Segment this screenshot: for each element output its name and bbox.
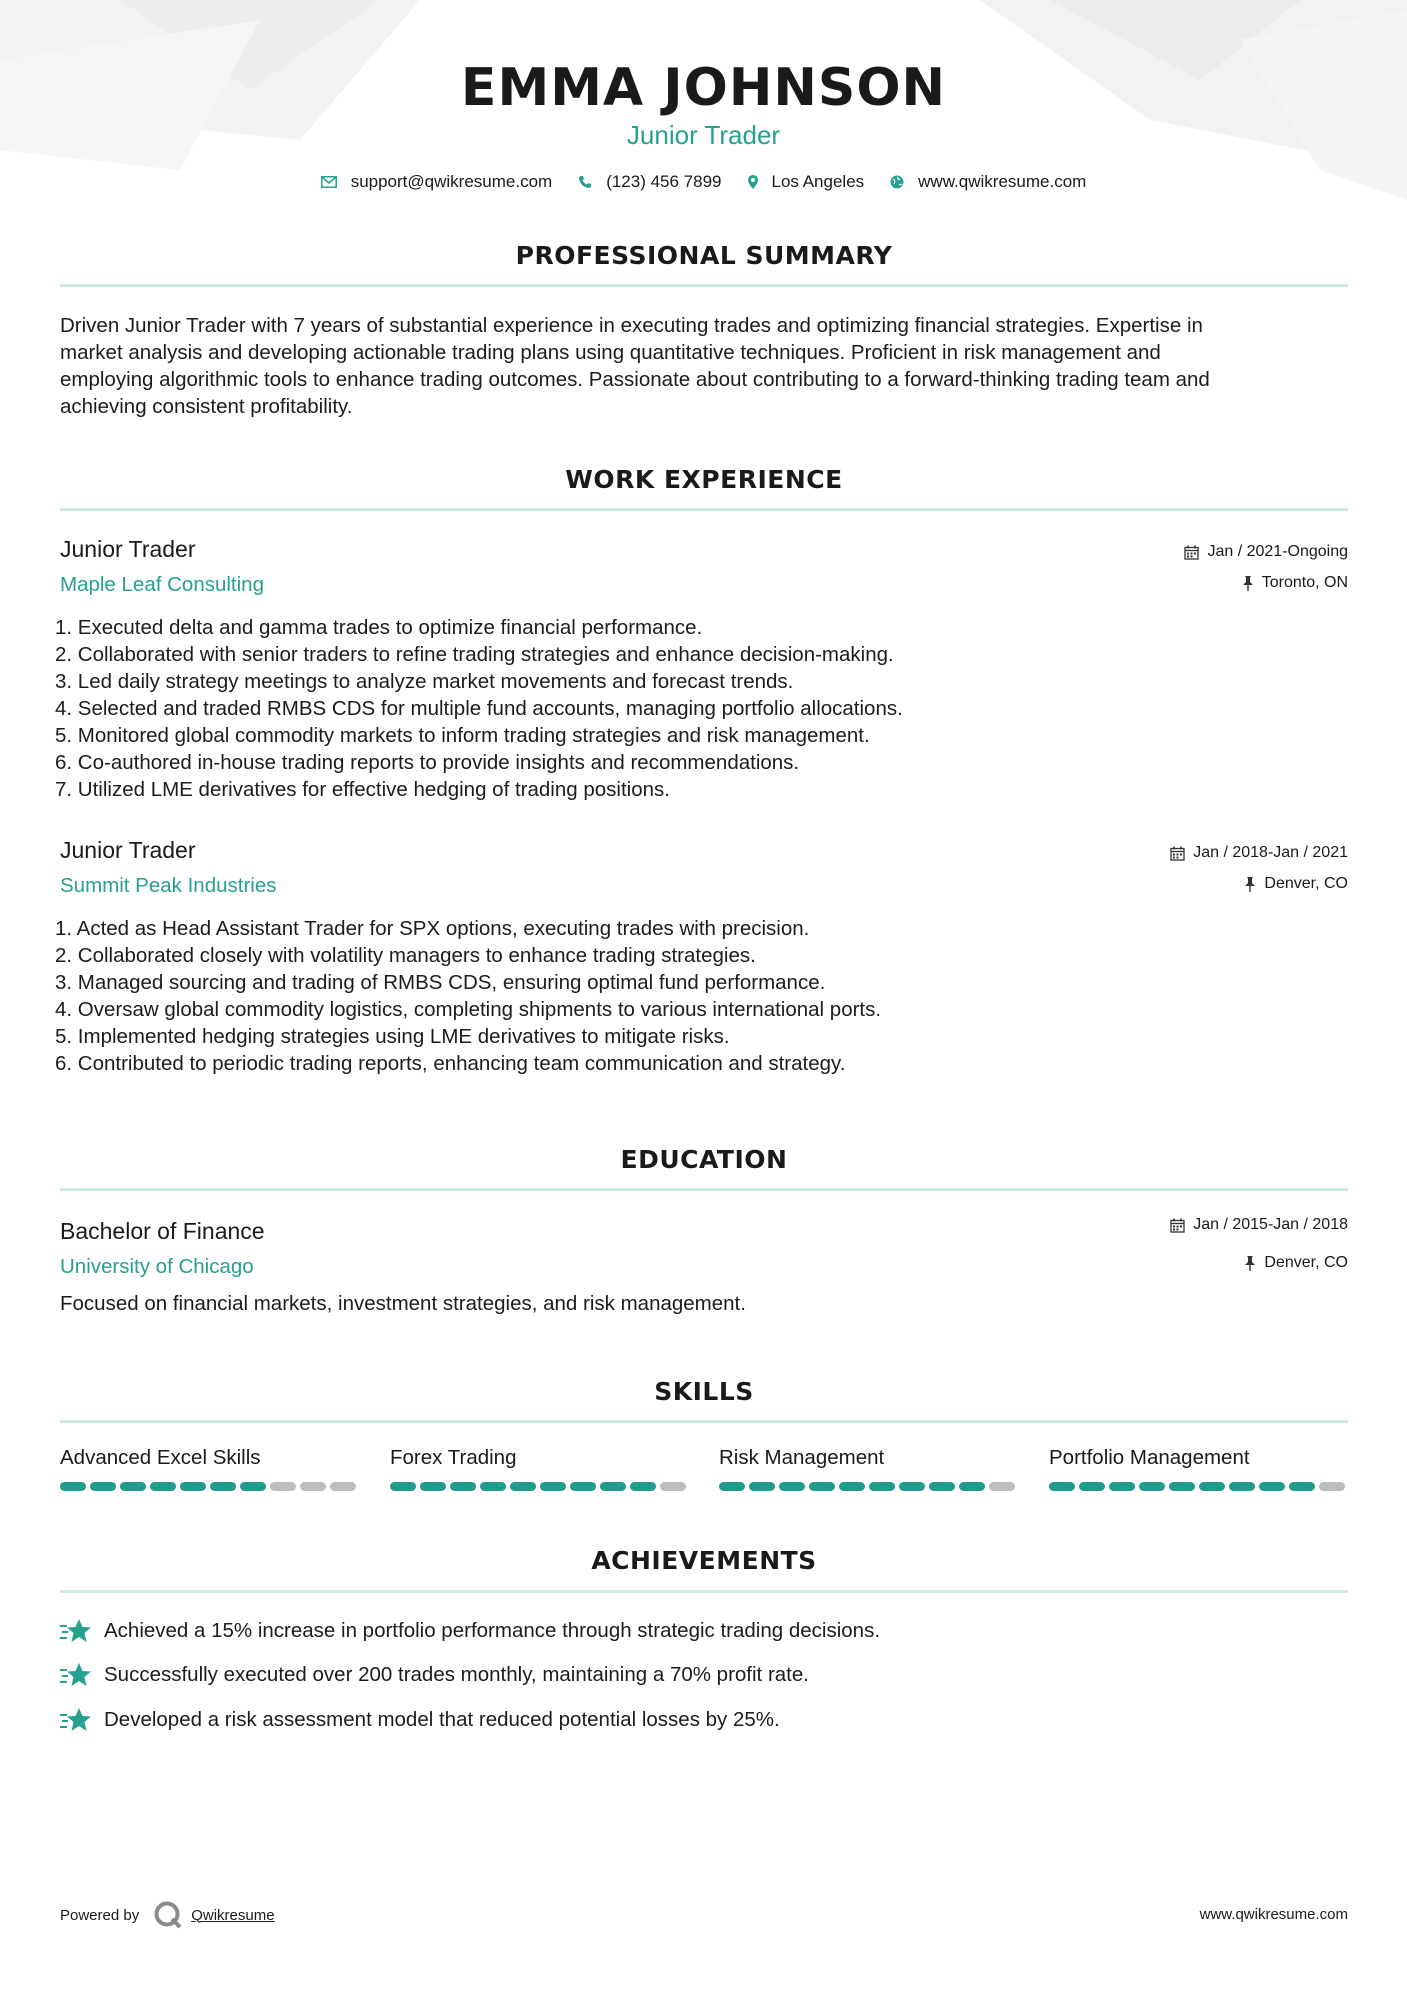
pushpin-icon [1242, 576, 1254, 591]
skill-segment-empty [1319, 1482, 1345, 1491]
summary-heading: PROFESSIONAL SUMMARY [515, 241, 893, 270]
job-location [1242, 574, 1348, 592]
skill-segment-filled [450, 1482, 476, 1491]
skill-segment-empty [660, 1482, 686, 1491]
skill-segment-filled [1049, 1482, 1075, 1491]
achievement-item [60, 1617, 880, 1645]
company-name: Summit Peak Industries [60, 874, 277, 897]
contact-email[interactable] [321, 172, 553, 192]
skill-level-bar [60, 1482, 360, 1491]
skill-segment-filled [719, 1482, 745, 1491]
skill-segment-filled [180, 1482, 206, 1491]
skill-segment-empty [270, 1482, 296, 1491]
pushpin-icon [1244, 877, 1256, 892]
skill-segment-filled [869, 1482, 895, 1491]
job-responsibilities [55, 915, 881, 1077]
job-dates-text: Jan / 2021-Ongoing [1207, 543, 1348, 560]
skill-segment-filled [839, 1482, 865, 1491]
education-location [1244, 1254, 1348, 1272]
skill-segment-filled [1289, 1482, 1315, 1491]
list-item: 3. Managed sourcing and trading of RMBS CDS, ensuring optimal fund performance. [55, 971, 826, 994]
job-dates [1170, 844, 1348, 862]
achievement-text: Successfully executed over 200 trades monthly, maintaining a 70% profit rate. [104, 1663, 809, 1686]
skill-segment-filled [480, 1482, 506, 1491]
summary-line: employing algorithmic tools to enhance trading outcomes. Passionate about contributing to a forward-thinking trading team and [60, 368, 1210, 391]
job-dates [1184, 543, 1348, 561]
summary-text [60, 312, 1350, 420]
list-item: 1. Executed delta and gamma trades to optimize financial performance. [55, 616, 703, 639]
skill-name: Forex Trading [390, 1446, 517, 1469]
skill-segment-filled [959, 1482, 985, 1491]
experience-divider [60, 508, 1348, 511]
skill-segment-filled [779, 1482, 805, 1491]
star-badge-icon [60, 1617, 92, 1645]
email-text: support@qwikresume.com [350, 172, 553, 191]
experience-heading: WORK EXPERIENCE [565, 465, 843, 494]
qwikresume-link[interactable]: Qwikresume [191, 1906, 275, 1924]
education-dates [1170, 1216, 1348, 1234]
skill-segment-filled [90, 1482, 116, 1491]
list-item: 3. Led daily strategy meetings to analyze market movements and forecast trends. [55, 670, 794, 693]
list-item: 4. Selected and traded RMBS CDS for multiple fund accounts, managing portfolio allocations. [55, 697, 903, 720]
list-item: 5. Implemented hedging strategies using LME derivatives to mitigate risks. [55, 1025, 730, 1048]
education-dates-text: Jan / 2015-Jan / 2018 [1193, 1216, 1348, 1233]
education-heading: EDUCATION [620, 1145, 788, 1174]
skill-item [60, 1446, 360, 1491]
achievement-item [60, 1661, 809, 1689]
pushpin-icon [1244, 1256, 1256, 1271]
footer-powered-by [60, 1900, 275, 1930]
achievement-text: Achieved a 15% increase in portfolio performance through strategic trading decisions. [104, 1619, 881, 1642]
skill-name: Advanced Excel Skills [60, 1446, 261, 1469]
skills-divider [60, 1420, 1348, 1423]
skill-segment-filled [749, 1482, 775, 1491]
skill-segment-filled [1109, 1482, 1135, 1491]
skill-segment-filled [929, 1482, 955, 1491]
job-location [1244, 875, 1348, 893]
map-pin-icon [748, 175, 758, 189]
skill-segment-filled [420, 1482, 446, 1491]
contact-location [748, 172, 865, 192]
globe-icon [890, 175, 904, 189]
school-name: University of Chicago [60, 1255, 254, 1278]
contact-website[interactable] [890, 172, 1086, 192]
achievement-text: Developed a risk assessment model that reduced potential losses by 25%. [104, 1708, 780, 1731]
skill-segment-filled [899, 1482, 925, 1491]
skill-name: Risk Management [719, 1446, 885, 1469]
skill-level-bar [390, 1482, 690, 1491]
powered-by-label: Powered by [60, 1906, 140, 1924]
list-item: 7. Utilized LME derivatives for effective hedging of trading positions. [55, 778, 670, 801]
candidate-name: EMMA JOHNSON [460, 58, 947, 118]
skill-segment-filled [1229, 1482, 1255, 1491]
skill-segment-filled [120, 1482, 146, 1491]
achievements-divider [60, 1590, 1348, 1593]
job-responsibilities [55, 614, 903, 803]
skill-segment-filled [210, 1482, 236, 1491]
education-description: Focused on financial markets, investment strategies, and risk management. [60, 1292, 746, 1315]
website-text: www.qwikresume.com [918, 172, 1087, 191]
skill-segment-empty [989, 1482, 1015, 1491]
job-title: Junior Trader [60, 536, 196, 562]
skill-level-bar [1049, 1482, 1349, 1491]
calendar-icon [1184, 545, 1199, 560]
calendar-icon [1170, 1218, 1185, 1233]
list-item: 2. Collaborated with senior traders to refine trading strategies and enhance decision-making. [55, 643, 894, 666]
achievement-item [60, 1706, 780, 1734]
phone-icon [578, 175, 592, 189]
skill-segment-filled [600, 1482, 626, 1491]
star-badge-icon [60, 1706, 92, 1734]
skills-heading: SKILLS [654, 1377, 754, 1406]
list-item: 6. Contributed to periodic trading reports, enhancing team communication and strategy. [55, 1052, 846, 1075]
skill-segment-filled [240, 1482, 266, 1491]
skill-level-bar [719, 1482, 1019, 1491]
company-name: Maple Leaf Consulting [60, 573, 264, 596]
summary-line: market analysis and developing actionable trading plans using quantitative techniques. Proficient in risk management and [60, 341, 1161, 364]
education-location-text: Denver, CO [1264, 1254, 1348, 1271]
star-badge-icon [60, 1661, 92, 1689]
degree-title: Bachelor of Finance [60, 1218, 265, 1244]
skill-segment-filled [1199, 1482, 1225, 1491]
job-dates-text: Jan / 2018-Jan / 2021 [1193, 844, 1348, 861]
skill-name: Portfolio Management [1049, 1446, 1250, 1469]
list-item: 1. Acted as Head Assistant Trader for SPX options, executing trades with precision. [55, 917, 810, 940]
envelope-icon [321, 176, 337, 188]
skill-segment-empty [330, 1482, 356, 1491]
skill-segment-filled [510, 1482, 536, 1491]
contact-phone[interactable] [578, 172, 721, 192]
skill-segment-empty [300, 1482, 326, 1491]
skill-segment-filled [150, 1482, 176, 1491]
skill-segment-filled [60, 1482, 86, 1491]
candidate-role: Junior Trader [626, 120, 781, 150]
summary-line: Driven Junior Trader with 7 years of substantial experience in executing trades and optimizing financial strategies. Expertise in [60, 314, 1203, 337]
summary-line: achieving consistent profitability. [60, 395, 353, 418]
contact-bar [0, 172, 1407, 192]
skill-segment-filled [630, 1482, 656, 1491]
list-item: 4. Oversaw global commodity logistics, completing shipments to various international ports. [55, 998, 882, 1021]
skill-segment-filled [1259, 1482, 1285, 1491]
skill-segment-filled [809, 1482, 835, 1491]
skill-segment-filled [1079, 1482, 1105, 1491]
location-text: Los Angeles [771, 172, 865, 191]
skill-segment-filled [1169, 1482, 1195, 1491]
skill-segment-filled [1139, 1482, 1165, 1491]
footer-website[interactable]: www.qwikresume.com [1199, 1906, 1348, 1923]
skill-item [1049, 1446, 1349, 1491]
qwikresume-logo-icon [153, 1900, 183, 1930]
list-item: 5. Monitored global commodity markets to inform trading strategies and risk management. [55, 724, 870, 747]
skill-item [719, 1446, 1019, 1491]
skill-segment-filled [570, 1482, 596, 1491]
education-divider [60, 1188, 1348, 1191]
summary-divider [60, 284, 1348, 287]
phone-text: (123) 456 7899 [606, 172, 722, 191]
list-item: 2. Collaborated closely with volatility managers to enhance trading strategies. [55, 944, 756, 967]
achievements-heading: ACHIEVEMENTS [591, 1546, 817, 1575]
job-location-text: Toronto, ON [1261, 574, 1348, 591]
skill-segment-filled [390, 1482, 416, 1491]
job-location-text: Denver, CO [1264, 875, 1348, 892]
skill-segment-filled [540, 1482, 566, 1491]
job-title: Junior Trader [60, 837, 196, 863]
calendar-icon [1170, 846, 1185, 861]
list-item: 6. Co-authored in-house trading reports to provide insights and recommendations. [55, 751, 800, 774]
skill-item [390, 1446, 690, 1491]
